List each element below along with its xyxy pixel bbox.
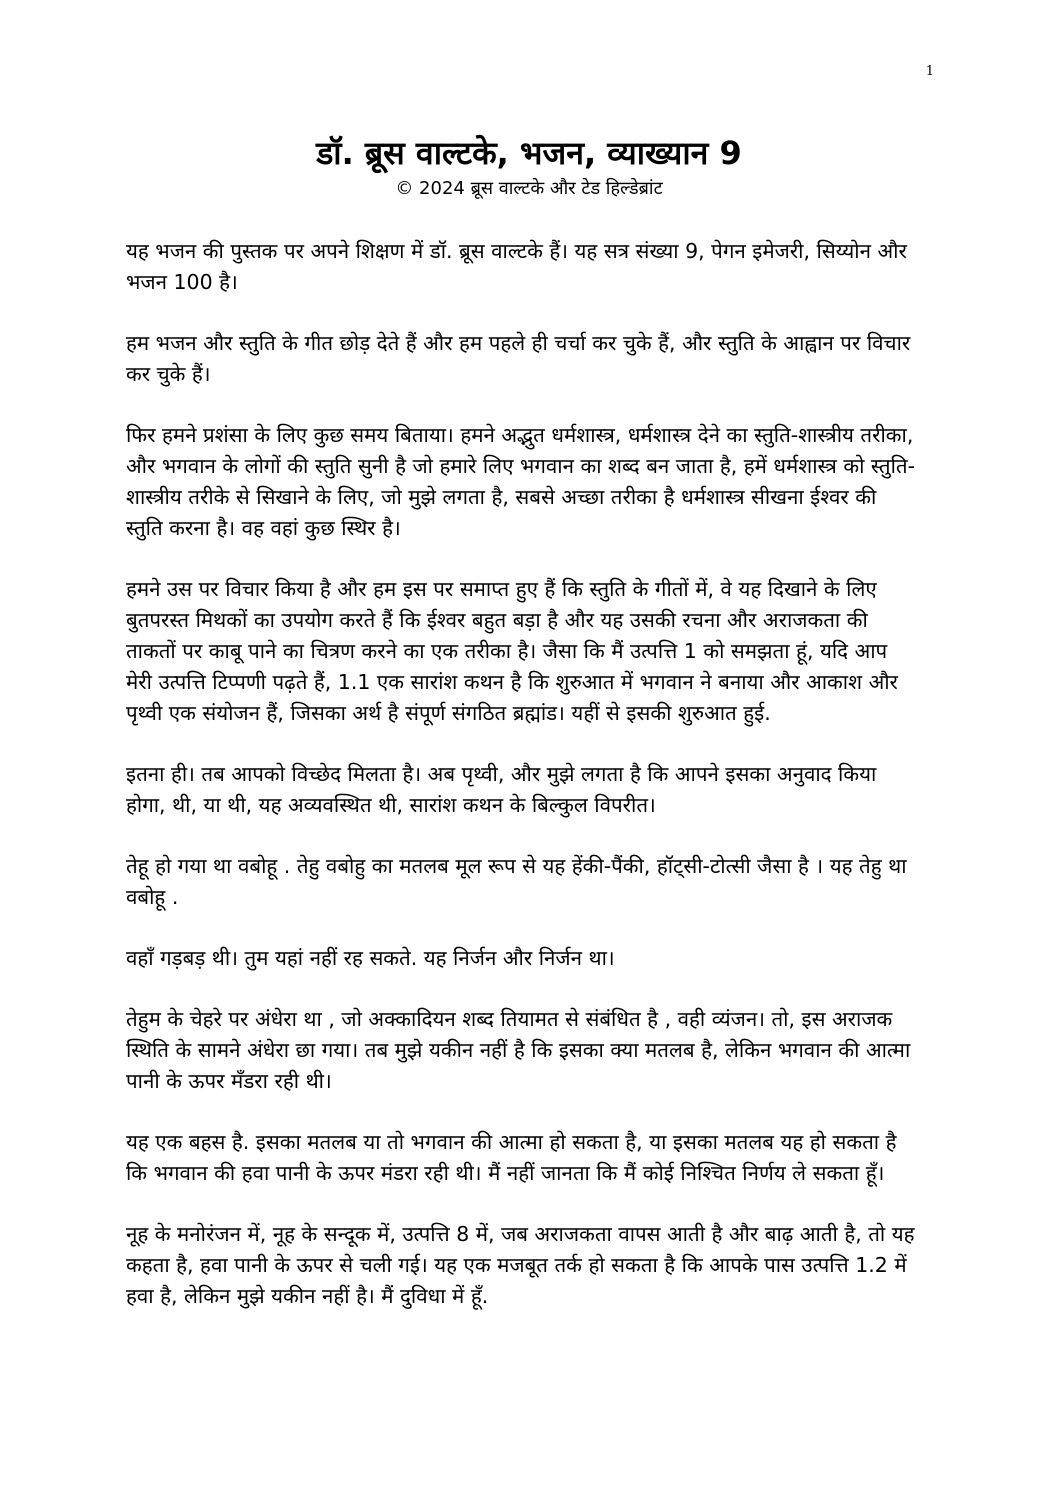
paragraph: वहाँ गड़बड़ थी। तुम यहां नहीं रह सकते. यह निर्जन और निर्जन था। [126, 946, 615, 970]
copyright-line: © 2024 ब्रूस वाल्टके और टेड हिल्डेब्रांट [395, 178, 663, 199]
paragraph: फिर हमने प्रशंसा के लिए कुछ समय बिताया। हमने अद्भुत धर्मशास्त्र, धर्मशास्त्र देने का स्तुति-शास्त्रीय तरीका, और भगवान के लोगों की स्तुति सुनी है जो हमारे लिए भगवान का शब्द बन जाता है, हमें धर्मशास्त्र को स्तुति-शास्त्रीय तरीके से सिखाने के लिए, जो मुझे लगता है, सबसे अच्छा तरीका है धर्मशास्त्र सीखना ईश्वर की स्तुति करना है। वह वहां कुछ स्थिर है। [126, 423, 915, 540]
document-body [126, 236, 916, 1342]
paragraph: हम भजन और स्तुति के गीत छोड़ देते हैं और हम पहले ही चर्चा कर चुके हैं, और स्तुति के आह्वान पर विचार कर चुके हैं। [126, 331, 911, 386]
paragraph: इतना ही। तब आपको विच्छेद मिलता है। अब पृथ्वी, और मुझे लगता है कि आपने इसका अनुवाद किया होगा, थी, या थी, यह अव्यवस्थित थी, सारांश कथन के बिल्कुल विपरीत। [126, 762, 877, 817]
paragraph: तेहुम के चेहरे पर अंधेरा था , जो अक्कादियन शब्द तियामत से संबंधित है , वही व्यंजन। तो, इस अराजक स्थिति के सामने अंधेरा छा गया। तब मुझे यकीन नहीं है कि इसका क्या मतलब है, लेकिन भगवान की आत्मा पानी के ऊपर मँडरा रही थी। [126, 1007, 911, 1093]
paragraph: हमने उस पर विचार किया है और हम इस पर समाप्त हुए हैं कि स्तुति के गीतों में, वे यह दिखाने के लिए बुतपरस्त मिथकों का उपयोग करते हैं कि ईश्वर बहुत बड़ा है और यह उसकी रचना और अराजकता की ताकतों पर काबू पाने का चित्रण करने का एक तरीका है। जैसा कि मैं उत्पत्ति 1 को समझता हूं, यदि आप मेरी उत्पत्ति टिप्पणी पढ़ते हैं, 1.1 एक सारांश कथन है कि शुरुआत में भगवान ने बनाया और आकाश और पृथ्वी एक संयोजन हैं, जिसका अर्थ है संपूर्ण संगठित ब्रह्मांड। यहीं से इसकी शुरुआत हुई. [126, 577, 898, 725]
page-number: 1 [925, 64, 934, 79]
paragraph: यह एक बहस है. इसका मतलब या तो भगवान की आत्मा हो सकता है, या इसका मतलब यह हो सकता है कि भगवान की हवा पानी के ऊपर मंडरा रही थी। मैं नहीं जानता कि मैं कोई निश्चित निर्णय ले सकता हूँ। [126, 1130, 897, 1185]
document-title: डॉ. ब्रूस वाल्टके, भजन, व्याख्यान 9 [316, 134, 742, 172]
paragraph: तेहू हो गया था वबोहू . तेहु वबोहु का मतलब मूल रूप से यह हेंकी-पैंकी, हॉट्सी-टोत्सी जैसा है । यह तेहु था वबोहू . [126, 854, 907, 909]
document-header [0, 132, 1058, 202]
paragraph: यह भजन की पुस्तक पर अपने शिक्षण में डॉ. ब्रूस वाल्टके हैं। यह सत्र संख्या 9, पेगन इमेजरी, सिय्योन और भजन 100 है। [126, 239, 907, 294]
paragraph: नूह के मनोरंजन में, नूह के सन्दूक में, उत्पत्ति 8 में, जब अराजकता वापस आती है और बाढ़ आती है, तो यह कहता है, हवा पानी के ऊपर से चली गई। यह एक मजबूत तर्क हो सकता है कि आपके पास उत्पत्ति 1.2 में हवा है, लेकिन मुझे यकीन नहीं है। मैं दुविधा में हूँ. [126, 1222, 915, 1308]
